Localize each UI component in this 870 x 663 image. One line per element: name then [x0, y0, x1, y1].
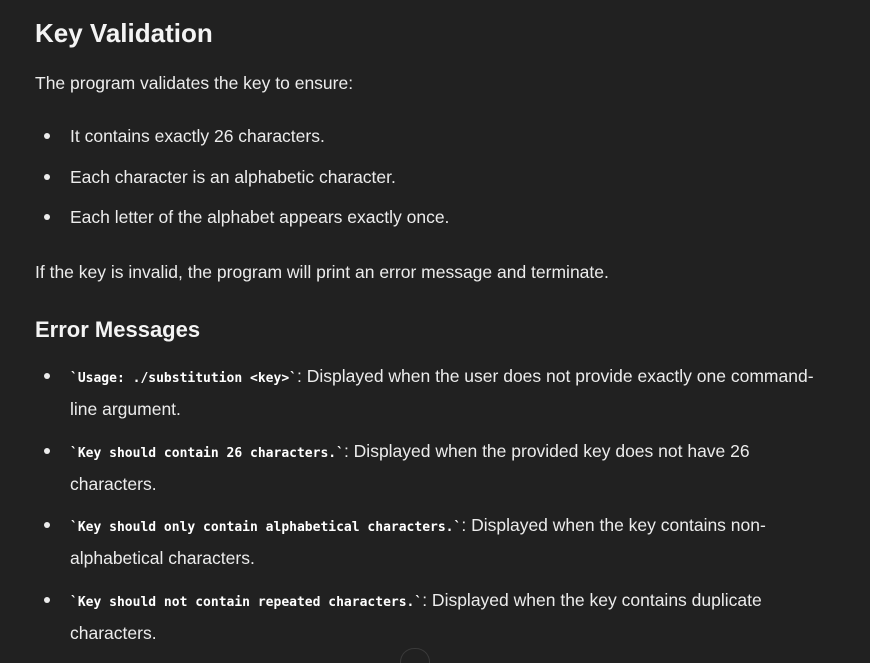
requirement-text: Each character is an alphabetic character. — [70, 166, 396, 187]
section-heading-error-messages: Error Messages — [35, 317, 201, 342]
error-description: : Displayed when the key contains non-alphabetical characters. — [70, 515, 766, 568]
error-code: `Key should contain 26 characters.` — [70, 445, 344, 461]
error-code: `Usage: ./substitution <key>` — [70, 371, 297, 386]
invalid-key-paragraph: If the key is invalid, the program will print an error message and terminate. — [35, 262, 609, 282]
intro-paragraph: The program validates the key to ensure: — [35, 73, 354, 93]
bullet-icon — [44, 373, 50, 379]
section-heading-key-validation: Key Validation — [35, 18, 213, 48]
bullet-icon — [44, 448, 50, 454]
list-item — [35, 510, 835, 574]
bullet-icon — [44, 522, 50, 528]
list-item — [35, 436, 835, 500]
requirement-text: It contains exactly 26 characters. — [70, 126, 325, 146]
bullet-icon — [44, 214, 50, 220]
list-item — [35, 207, 449, 248]
list-item — [35, 585, 835, 649]
bullet-icon — [44, 133, 50, 139]
error-description: : Displayed when the provided key does not have 26 characters. — [70, 440, 750, 494]
list-item — [35, 167, 449, 208]
list-item — [35, 361, 835, 425]
error-code: `Key should only contain alphabetical characters.` — [70, 520, 462, 535]
error-messages-list — [35, 361, 835, 659]
error-code: `Key should not contain repeated characters.` — [70, 594, 423, 610]
list-item — [35, 126, 449, 167]
bullet-icon — [44, 597, 50, 603]
requirements-list — [35, 126, 449, 248]
bullet-icon — [44, 174, 50, 180]
requirement-text: Each letter of the alphabet appears exactly once. — [70, 207, 450, 227]
error-description: : Displayed when the user does not provide exactly one command-line argument. — [70, 366, 814, 419]
error-description: : Displayed when the key contains duplicate characters. — [70, 589, 762, 643]
